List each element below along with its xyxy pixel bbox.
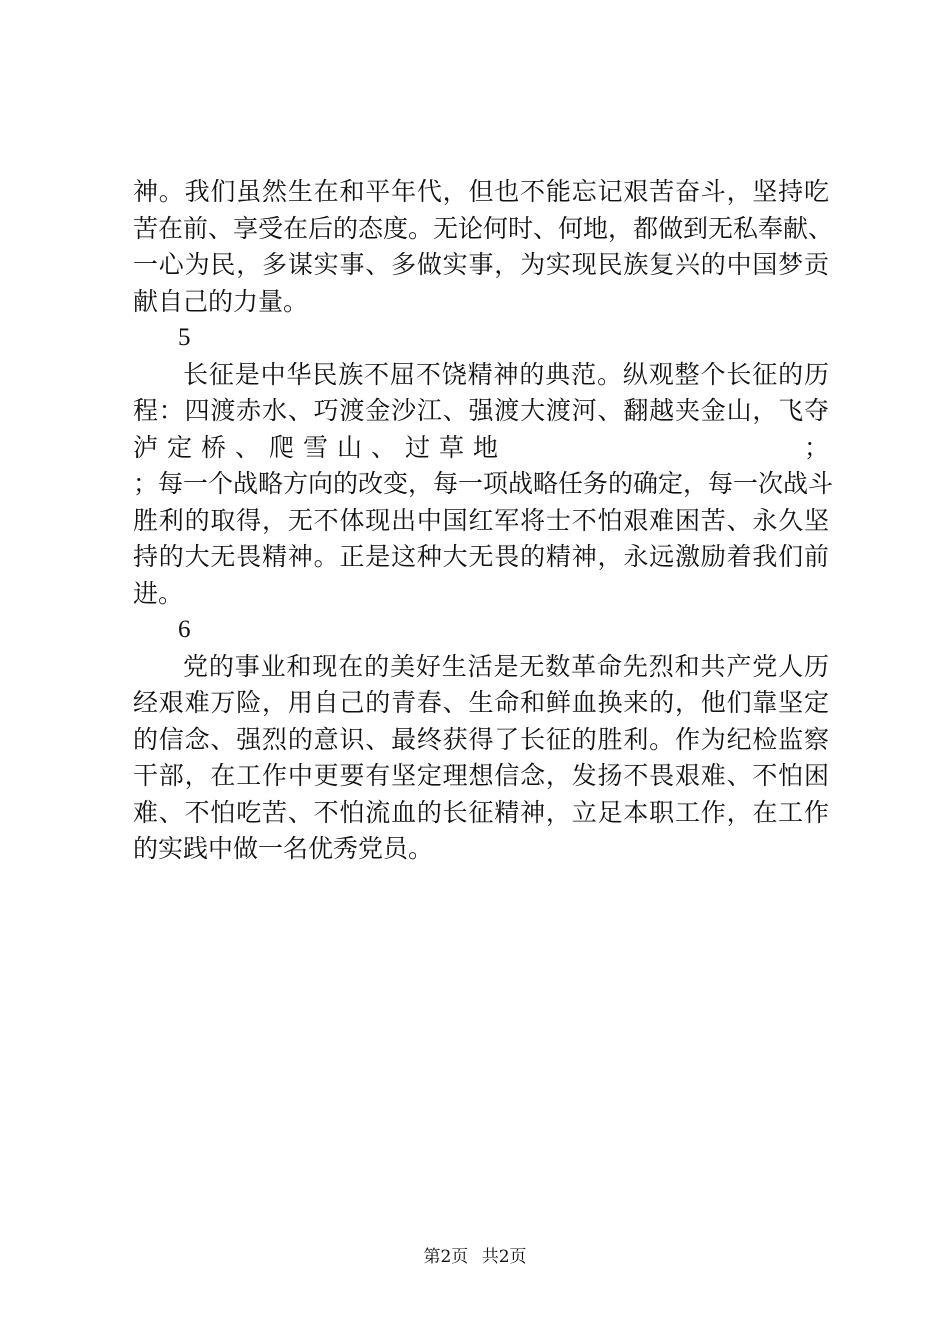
text-fragment-semicolon: ；: [803, 432, 829, 462]
text-line: 苦在前、享受在后的态度。无论何时、何地，都做到无私奉献、: [133, 213, 834, 243]
text-line: 的信念、强烈的意识、最终获得了长征的胜利。作为纪检监察: [133, 724, 829, 754]
text-line: 持的大无畏精神。正是这种大无畏的精神，永远激励着我们前: [133, 542, 829, 571]
text-fragment: 泸定桥、爬雪山、过草地: [133, 432, 508, 462]
text-line-split: [133, 430, 829, 467]
page-total: 共2页: [481, 1247, 527, 1267]
text-line: 长征是中华民族不屈不饶精神的典范。纵观整个长征的历: [183, 359, 829, 389]
section-number: 6: [178, 616, 191, 643]
text-line: 的实践中做一名优秀党员。: [133, 834, 434, 863]
text-line: 党的事业和现在的美好生活是无数革命先烈和共产党人历: [183, 651, 829, 681]
text-line: 进。: [133, 578, 184, 608]
section-number: 5: [178, 324, 191, 351]
text-line: ；每一个战略方向的改变，每一项战略任务的确定，每一次战斗: [133, 469, 834, 498]
text-line: 献自己的力量。: [133, 286, 309, 316]
page-number: 第2页: [423, 1247, 469, 1267]
page-footer: [0, 1242, 950, 1267]
text-line: 胜利的取得，无不体现出中国红军将士不怕艰难困苦、永久坚: [133, 505, 829, 535]
text-line: 一心为民，多谋实事、多做实事，为实现民族复兴的中国梦贡: [133, 250, 829, 279]
text-line: 程：四渡赤水、巧渡金沙江、强渡大渡河、翻越夹金山，飞夺: [133, 396, 829, 425]
text-line: 难、不怕吃苦、不怕流血的长征精神，立足本职工作，在工作: [133, 797, 829, 827]
text-line: 干部，在工作中更要有坚定理想信念，发扬不畏艰难、不怕困: [133, 761, 829, 790]
text-line: 经艰难万险，用自己的青春、生命和鲜血换来的，他们靠坚定: [133, 688, 829, 717]
document-body: [133, 174, 834, 868]
text-line: 神。我们虽然生在和平年代，但也不能忘记艰苦奋斗，坚持吃: [133, 177, 829, 206]
